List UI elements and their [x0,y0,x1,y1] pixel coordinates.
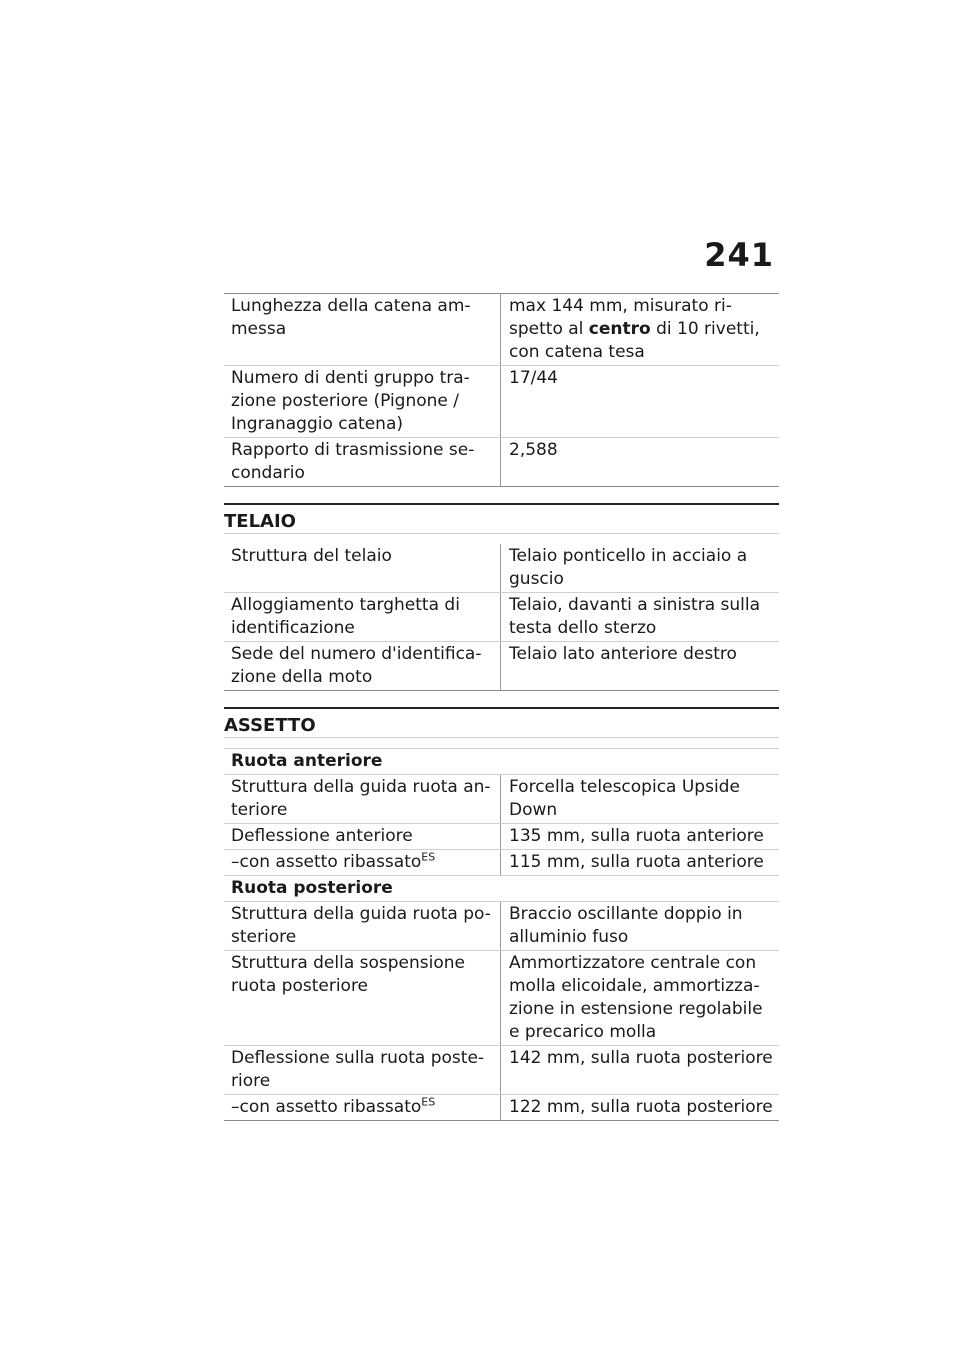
table-row [224,438,779,487]
table-row [224,951,779,1046]
es-superscript: ES [421,1095,436,1109]
page-number: 241 [704,236,774,274]
section-title-telaio: TELAIO [224,503,779,534]
spec-key: Rapporto di trasmissione se-condario [224,438,501,487]
spec-key: Lunghezza della catena am-messa [224,294,501,366]
spec-key: Numero di denti gruppo tra-zione posteriore (Pignone / Ingranaggio catena) [224,366,501,438]
spec-key: Deflessione anteriore [224,824,501,850]
spec-key: Deflessione sulla ruota poste-riore [224,1046,501,1095]
table-row [224,366,779,438]
spec-value: 2,588 [501,438,780,487]
subsection-title: Ruota posteriore [224,876,779,902]
spec-content [224,293,779,1121]
spec-value: 122 mm, sulla ruota posteriore [501,1095,780,1121]
table-row [224,544,779,593]
spec-key: Sede del numero d'identifica-zione della moto [224,642,501,691]
spec-value: Telaio lato anteriore destro [501,642,780,691]
telaio-table [224,544,779,691]
subsection-title: Ruota anteriore [224,749,779,775]
table-row [224,1046,779,1095]
subsection-front-wheel [224,749,779,775]
spec-value: Telaio ponticello in acciaio a guscio [501,544,780,593]
table-row [224,824,779,850]
spec-key: –con assetto ribassato$^{ES}$ [224,850,501,876]
table-row [224,902,779,951]
spec-value: 142 mm, sulla ruota posteriore [501,1046,780,1095]
spec-value: 135 mm, sulla ruota anteriore [501,824,780,850]
spec-key: –con assetto ribassato$^{ES}$ [224,1095,501,1121]
table-row [224,1095,779,1121]
spec-key: Struttura della sospensione ruota posteriore [224,951,501,1046]
spec-key: Struttura del telaio [224,544,501,593]
spec-key: Alloggiamento targhetta di identificazione [224,593,501,642]
spec-value: max 144 mm, misurato ri-spetto al centro di 10 rivetti, con catena tesa [501,294,780,366]
table-row [224,642,779,691]
table-row [224,850,779,876]
transmission-table [224,293,779,487]
spec-value: Ammortizzatore centrale con molla elicoidale, ammortizza-zione in estensione regolabile e precarico molla [501,951,780,1046]
subsection-rear-wheel [224,876,779,902]
spec-value: Braccio oscillante doppio in alluminio fuso [501,902,780,951]
table-row [224,775,779,824]
table-row [224,593,779,642]
spec-key: Struttura della guida ruota po-steriore [224,902,501,951]
es-superscript: ES [421,850,436,864]
spec-value: Telaio, davanti a sinistra sulla testa dello sterzo [501,593,780,642]
spec-value: Forcella telescopica Upside Down [501,775,780,824]
spec-key: Struttura della guida ruota an-teriore [224,775,501,824]
spec-value: 115 mm, sulla ruota anteriore [501,850,780,876]
table-row [224,294,779,366]
spec-value: 17/44 [501,366,780,438]
section-title-assetto: ASSETTO [224,707,779,738]
assetto-table [224,748,779,1121]
